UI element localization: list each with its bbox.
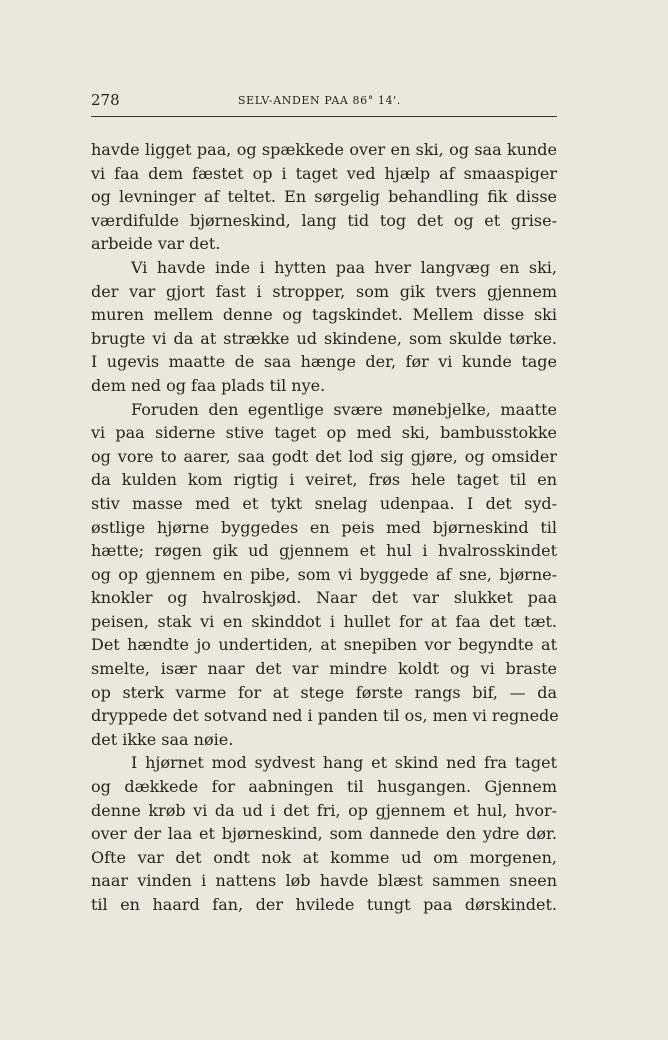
text-line: der var gjort fast i stropper, som gik tvers gjennem: [91, 281, 557, 301]
text-line: over der laa et bjørneskind, som dannede den ydre dør.: [91, 824, 557, 844]
text-line: og dækkede for aabningen til husgangen. Gjennem: [91, 777, 557, 797]
body-text: [91, 138, 557, 917]
text-line: arbeide var det.: [91, 234, 221, 254]
paragraph-start-line: Foruden den egentlige svære mønebjelke, maatte: [131, 399, 557, 419]
text-line: havde ligget paa, og spækkede over en ski, og saa kunde: [91, 140, 557, 159]
text-line: og levninger af teltet. En sørgelig behandling fik disse: [91, 187, 557, 207]
text-line: til en haard fan, der hvilede tungt paa dørskindet.: [91, 895, 557, 914]
text-line: dem ned og faa plads til nye.: [91, 375, 326, 395]
page-header: [91, 90, 557, 114]
text-line: og vore to aarer, saa godt det lod sig gjøre, og omsider: [91, 446, 557, 466]
text-line: muren mellem denne og tagskindet. Mellem disse ski: [91, 305, 557, 325]
text-line: op sterk varme for at stege første rangs bif, — da: [91, 682, 557, 702]
text-line: stiv masse med et tykt snelag udenpaa. I det syd-: [91, 493, 557, 513]
page-number: 278: [91, 91, 120, 109]
text-line: brugte vi da at strække ud skindene, som skulde tørke.: [91, 328, 557, 348]
paragraph-start-line: Vi havde inde i hytten paa hver langvæg en ski,: [131, 257, 557, 277]
text-line: smelte, især naar det var mindre koldt og vi braste: [91, 659, 557, 679]
text-line: østlige hjørne byggedes en peis med bjørneskind til: [91, 517, 557, 537]
text-line: vi faa dem fæstet op i taget ved hjælp af smaaspiger: [91, 163, 557, 183]
text-line: knokler og hvalroskjød. Naar det var slukket paa: [91, 588, 557, 608]
text-line: naar vinden i nattens løb havde blæst sammen sneen: [91, 871, 557, 891]
text-line: I ugevis maatte de saa hænge der, før vi kunde tage: [91, 352, 557, 372]
header-rule: [91, 116, 557, 117]
text-line: det ikke saa nøie.: [91, 729, 234, 749]
text-line: dryppede det sotvand ned i panden til os, men vi regnede: [91, 706, 559, 726]
text-line: vi paa siderne stive taget op med ski, bambusstokke: [91, 423, 557, 443]
text-line: da kulden kom rigtig i veiret, frøs hele taget til en: [91, 470, 557, 490]
text-line: hætte; røgen gik ud gjennem et hul i hvalrosskindet: [91, 541, 557, 561]
paragraph-start-line: I hjørnet mod sydvest hang et skind ned fra taget: [131, 753, 557, 773]
text-line: denne krøb vi da ud i det fri, op gjennem et hul, hvor-: [91, 800, 557, 820]
text-line: og op gjennem en pibe, som vi byggede af sne, bjørne-: [91, 564, 557, 584]
text-line: Det hændte jo undertiden, at snepiben vor begyndte at: [91, 635, 557, 655]
text-line: værdifulde bjørneskind, lang tid tog det og et grise-: [91, 210, 557, 230]
text-line: peisen, stak vi en skinddot i hullet for at faa det tæt.: [91, 611, 557, 631]
running-head: SELV-ANDEN PAA 86° 14'.: [238, 94, 401, 107]
text-line: Ofte var det ondt nok at komme ud om morgenen,: [91, 847, 557, 867]
